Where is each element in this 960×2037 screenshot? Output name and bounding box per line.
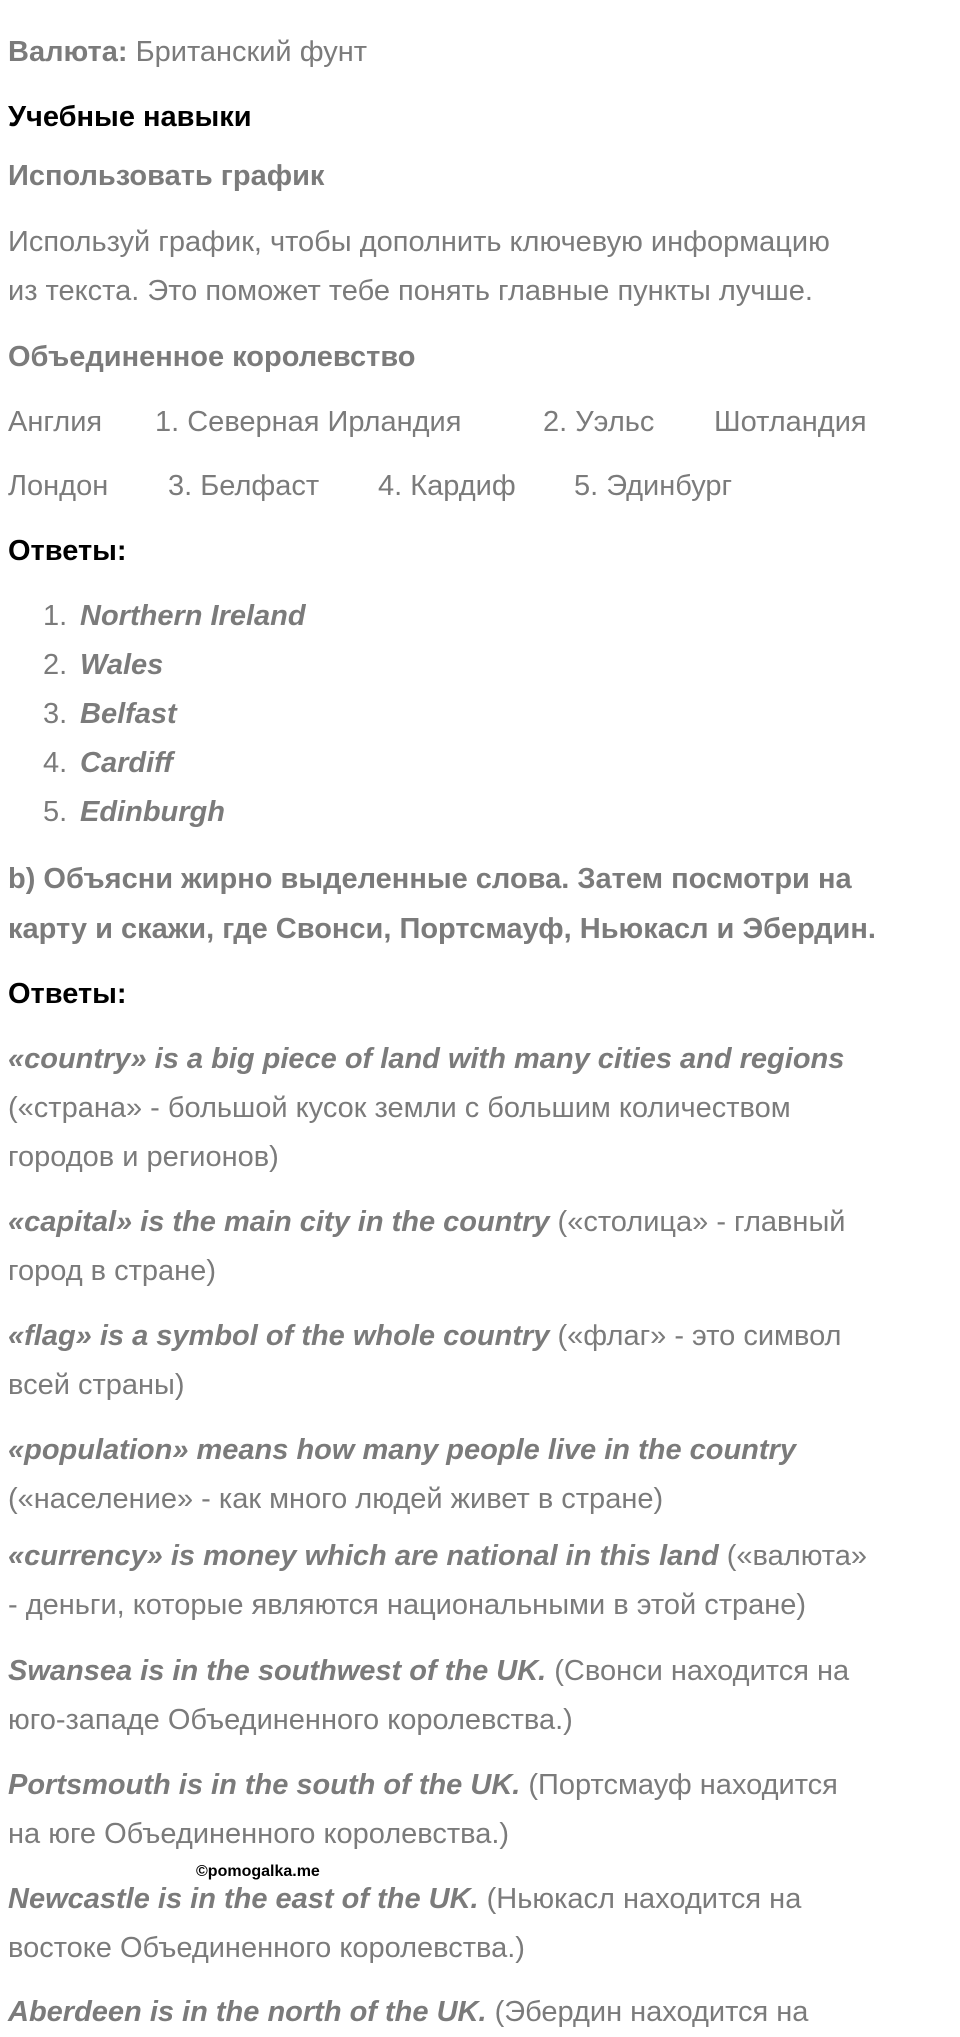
location-ru: востоке Объединенного королевства.) — [8, 1932, 525, 1964]
currency-label: Валюта: — [8, 36, 128, 68]
location-ru: (Эбердин находится на — [486, 1996, 809, 2028]
list-item-number: 2. — [43, 649, 68, 681]
answers-heading-2: Ответы: — [8, 978, 127, 1010]
uk-heading: Объединенное королевство — [8, 341, 416, 373]
definition-ru: («флаг» - это символ — [549, 1320, 842, 1352]
definition-en: «flag» is a symbol of the whole country — [8, 1320, 550, 1352]
list-item-text: Edinburgh — [80, 796, 225, 828]
definition-line — [8, 1198, 954, 1247]
definition-ru: («страна» - большой кусок земли с большим количеством — [8, 1092, 791, 1124]
instruction-line-1: Используй график, чтобы дополнить ключевую информацию — [8, 226, 830, 258]
location-ru: юго-западе Объединенного королевства.) — [8, 1704, 573, 1736]
definition-line — [8, 1532, 954, 1581]
table-cell: 3. Белфаст — [168, 470, 320, 502]
location-ru: (Портсмауф находится — [520, 1769, 838, 1801]
table-cell: 4. Кардиф — [378, 470, 516, 502]
location-en: Aberdeen is in the north of the UK. — [8, 1996, 487, 2028]
table-cell: Англия — [8, 406, 103, 438]
watermark: ©pomogalka.me — [196, 1863, 320, 1880]
definition-ru: город в стране) — [8, 1255, 216, 1287]
definition-line — [8, 1312, 954, 1361]
table-row-2 — [8, 462, 954, 511]
table-cell: 2. Уэльс — [543, 406, 655, 438]
table-cell: Шотландия — [714, 406, 867, 438]
definition-en: «country» is a big piece of land with many cities and regions — [8, 1043, 845, 1075]
location-ru: (Ньюкасл находится на — [478, 1883, 802, 1915]
list-item-number: 4. — [43, 747, 68, 779]
definition-en: «population» means how many people live in the country — [8, 1434, 796, 1466]
list-item-text: Wales — [80, 649, 164, 681]
definition-ru: всей страны) — [8, 1369, 185, 1401]
definition-ru: («столица» - главный — [549, 1206, 846, 1238]
table-cell: Лондон — [8, 470, 109, 502]
list-item-number: 5. — [43, 796, 68, 828]
list-item-text: Belfast — [80, 698, 177, 730]
answers-heading-1: Ответы: — [8, 535, 127, 567]
definition-en: «currency» is money which are national in this land — [8, 1540, 719, 1572]
location-line — [8, 1761, 954, 1810]
table-cell: 1. Северная Ирландия — [155, 406, 462, 438]
skills-heading: Учебные навыки — [8, 101, 252, 133]
location-ru: (Свонси находится на — [546, 1655, 850, 1687]
location-line — [8, 1647, 954, 1696]
list-item-number: 3. — [43, 698, 68, 730]
location-en: Newcastle is in the east of the UK. — [8, 1883, 479, 1915]
definition-en: «capital» is the main city in the country — [8, 1206, 550, 1238]
location-en: Portsmouth is in the south of the UK. — [8, 1769, 521, 1801]
currency-value: Британский фунт — [127, 36, 368, 68]
task-b-line-2: карту и скажи, где Свонси, Портсмауф, Ньюкасл и Эбердин. — [8, 913, 876, 945]
list-item-text: Northern Ireland — [80, 600, 306, 632]
location-en: Swansea is in the southwest of the UK. — [8, 1655, 547, 1687]
currency-line — [8, 28, 954, 77]
table-row-1 — [8, 398, 954, 447]
definition-ru: («население» - как много людей живет в стране) — [8, 1483, 664, 1515]
instruction-line-2: из текста. Это поможет тебе понять главные пункты лучше. — [8, 275, 813, 307]
task-b-line-1: b) Объясни жирно выделенные слова. Затем посмотри на — [8, 863, 852, 895]
table-cell: 5. Эдинбург — [574, 470, 733, 502]
location-line — [8, 1988, 954, 2037]
definition-ru: («валюта» — [718, 1540, 868, 1572]
definition-ru: городов и регионов) — [8, 1141, 279, 1173]
list-item-number: 1. — [43, 600, 68, 632]
list-item-text: Cardiff — [80, 747, 173, 779]
location-line — [8, 1875, 954, 1924]
location-ru: на юге Объединенного королевства.) — [8, 1818, 510, 1850]
use-graph-heading: Использовать график — [8, 160, 325, 192]
definition-ru: - деньги, которые являются национальными в этой стране) — [8, 1589, 807, 1621]
